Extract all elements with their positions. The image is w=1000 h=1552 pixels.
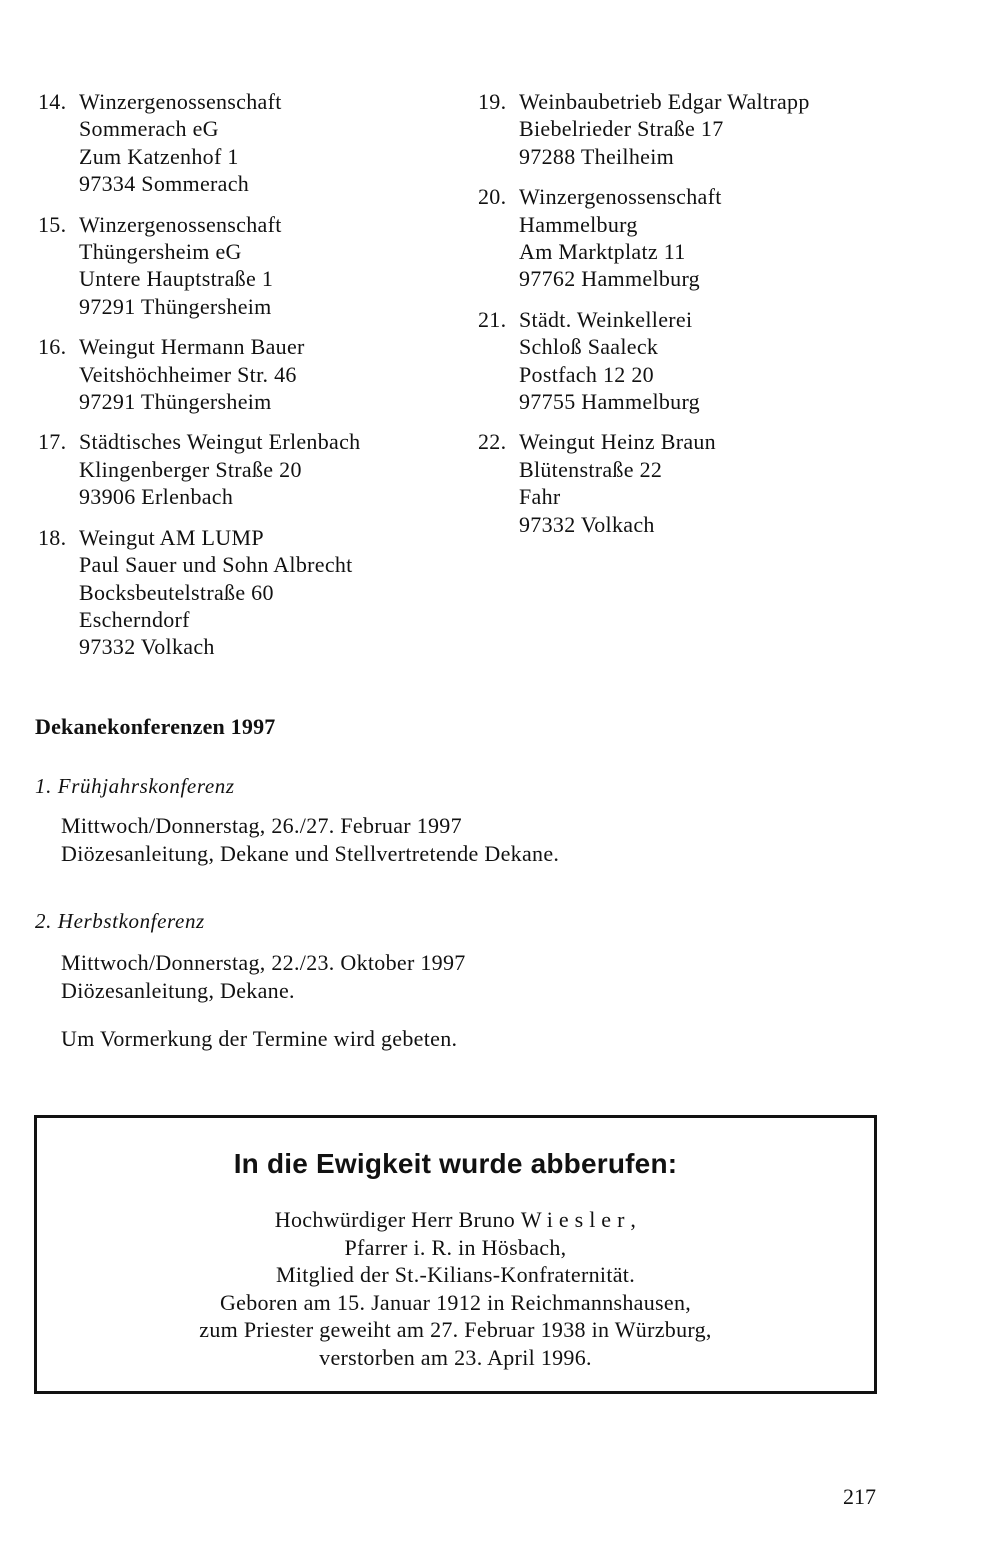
address-entry <box>38 88 458 198</box>
address-line: Weinbaubetrieb Edgar Waltrapp <box>519 89 810 114</box>
conference-title: 2. Herbstkonferenz <box>35 909 205 933</box>
conference-date: Mittwoch/Donnerstag, 26./27. Februar 1997 <box>61 813 462 838</box>
address-line: Weingut AM LUMP <box>79 524 264 550</box>
address-entry <box>38 428 458 510</box>
conference-details <box>61 812 559 868</box>
address-line: Escherndorf <box>79 606 190 632</box>
address-line: 97762 Hammelburg <box>519 266 700 292</box>
entry-number: 18. <box>38 524 67 550</box>
address-line: 97288 Theilheim <box>519 143 675 169</box>
address-line: Winzergenossenschaft <box>519 184 722 210</box>
address-line: 97332 Volkach <box>519 511 655 537</box>
address-line: Winzergenossenschaft <box>79 211 282 237</box>
address-line: 93906 Erlenbach <box>79 484 234 510</box>
obituary-line: zum Priester geweiht am 27. Februar 1938 in Würzburg, <box>199 1317 712 1343</box>
address-line: Weingut Hermann Bauer <box>79 334 305 360</box>
obituary-name-prefix: Hochwürdiger Herr Bruno <box>274 1207 516 1232</box>
address-entry <box>478 88 898 170</box>
address-line: Bocksbeutelstraße 60 <box>79 579 274 605</box>
entry-number: 21. <box>478 306 507 332</box>
obituary-box <box>34 1115 877 1394</box>
address-entry <box>38 333 458 415</box>
obituary-name-suffix: , <box>630 1207 637 1232</box>
address-line: Thüngersheim eG <box>79 239 242 265</box>
address-entry <box>38 211 458 321</box>
address-entry <box>478 428 898 538</box>
address-line: Hammelburg <box>519 211 638 237</box>
address-line: Postfach 12 20 <box>519 361 654 387</box>
address-line: Untere Hauptstraße 1 <box>79 266 274 292</box>
section-heading: Dekanekonferenzen 1997 <box>35 714 276 739</box>
address-line: Fahr <box>519 484 561 510</box>
address-line: Paul Sauer und Sohn Albrecht <box>79 552 353 578</box>
entry-number: 20. <box>478 184 507 210</box>
address-line: Städt. Weinkellerei <box>519 306 693 332</box>
address-entry <box>38 524 458 661</box>
address-line: 97334 Sommerach <box>79 171 250 197</box>
address-line: Blütenstraße 22 <box>519 456 663 482</box>
entry-number: 22. <box>478 429 507 455</box>
obituary-line: Pfarrer i. R. in Hösbach, <box>344 1234 567 1260</box>
conference-date: Mittwoch/Donnerstag, 22./23. Oktober 1997 <box>61 950 466 975</box>
address-line: Veitshöchheimer Str. 46 <box>79 361 297 387</box>
obituary-name-line <box>37 1206 874 1234</box>
conference-details <box>61 949 466 1005</box>
address-line: Zum Katzenhof 1 <box>79 143 239 169</box>
entry-number: 16. <box>38 334 67 360</box>
conference-participants: Diözesanleitung, Dekane. <box>61 978 295 1003</box>
conference-title: 1. Frühjahrskonferenz <box>35 774 235 798</box>
address-line: Am Marktplatz 11 <box>519 239 686 265</box>
page-number: 217 <box>843 1484 876 1509</box>
obituary-surname: Wiesler <box>520 1207 631 1232</box>
obituary-line: Mitglied der St.-Kilians-Konfraternität. <box>275 1262 636 1288</box>
address-line: 97291 Thüngersheim <box>79 389 272 415</box>
entry-number: 19. <box>478 89 507 114</box>
obituary-heading: In die Ewigkeit wurde abberufen: <box>233 1148 678 1179</box>
address-line: Städtisches Weingut Erlenbach <box>79 429 361 455</box>
address-line: Klingenberger Straße 20 <box>79 456 302 482</box>
obituary-line: verstorben am 23. April 1996. <box>319 1344 592 1370</box>
address-entry <box>478 183 898 293</box>
address-list-right <box>478 88 898 538</box>
address-line: 97755 Hammelburg <box>519 389 700 415</box>
address-line: Weingut Heinz Braun <box>519 429 716 455</box>
address-line: Sommerach eG <box>79 116 219 142</box>
conference-note: Um Vormerkung der Termine wird gebeten. <box>61 1026 458 1051</box>
address-entry <box>478 306 898 416</box>
address-line: Winzergenossenschaft <box>79 89 282 114</box>
entry-number: 15. <box>38 211 67 237</box>
entry-number: 17. <box>38 429 67 455</box>
entry-number: 14. <box>38 89 67 114</box>
conference-participants: Diözesanleitung, Dekane und Stellvertretende Dekane. <box>61 841 560 866</box>
address-line: 97332 Volkach <box>79 634 215 660</box>
address-line: 97291 Thüngersheim <box>79 293 272 319</box>
address-list-left <box>38 88 458 661</box>
obituary-line: Geboren am 15. Januar 1912 in Reichmannshausen, <box>219 1289 692 1315</box>
obituary-text <box>37 1206 874 1372</box>
address-line: Schloß Saaleck <box>519 334 659 360</box>
address-line: Biebelrieder Straße 17 <box>519 116 724 142</box>
